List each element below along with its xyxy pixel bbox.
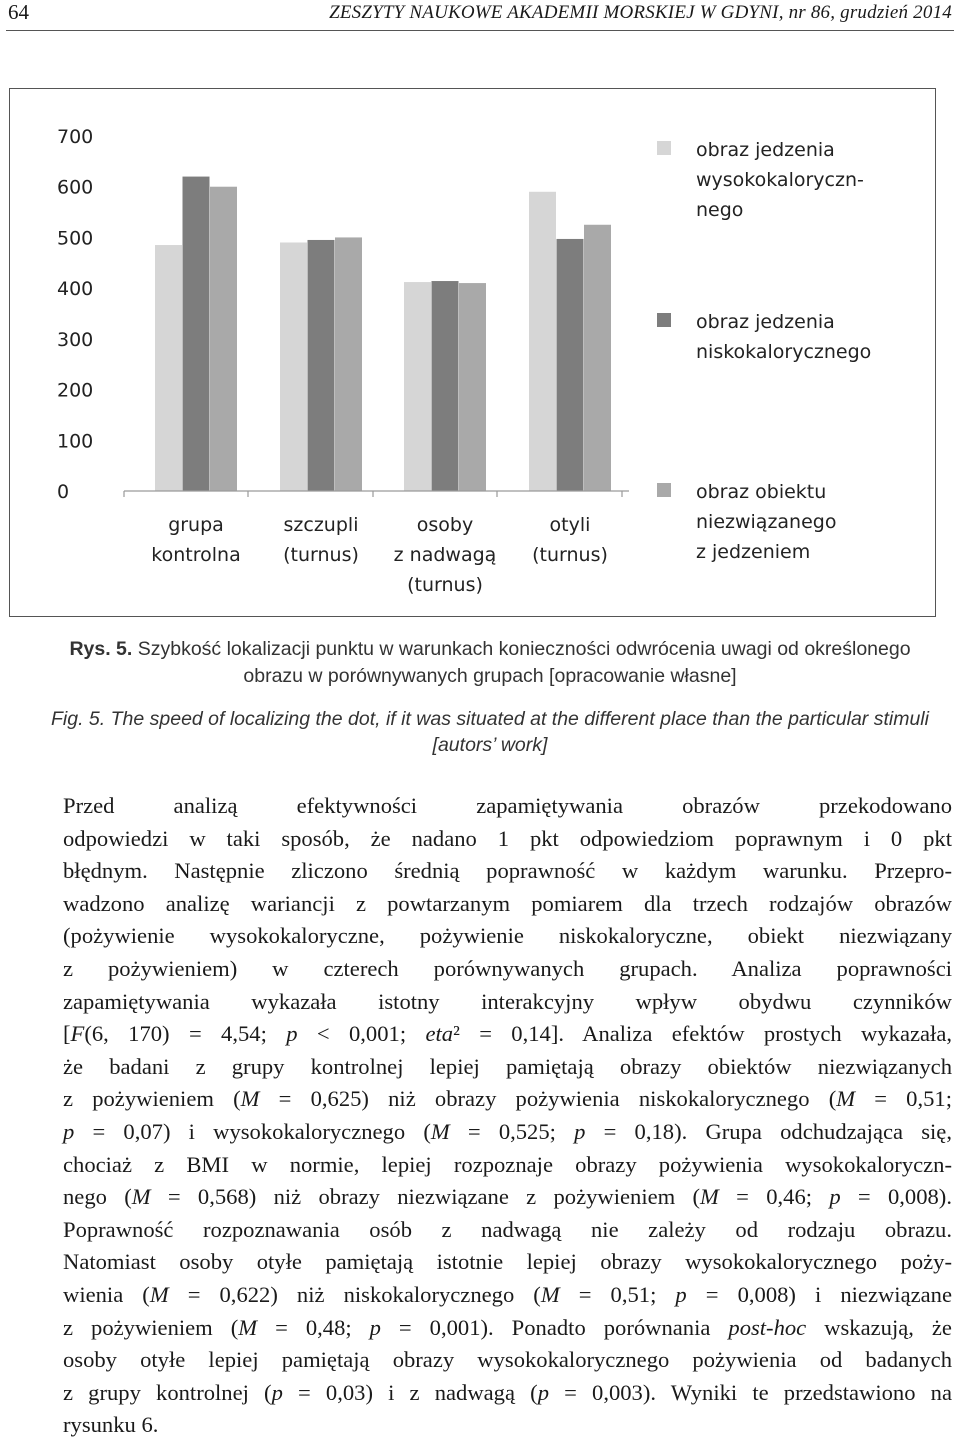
x-tick-label: (turnus): [407, 574, 483, 596]
text-line: Przed analizą efektywności zapamiętywania obrazów przekodowano: [63, 793, 952, 818]
y-tick-label: 300: [57, 328, 94, 351]
bar: [210, 187, 237, 491]
text-line: wienia (M = 0,622) niż niskokalorycznego (M = 0,51; p = 0,008) i niezwiązane: [63, 1281, 952, 1307]
text-line: osoby otyłe lepiej pamiętają obrazy wysokokalorycznego pożywienia od badanych: [63, 1347, 952, 1373]
legend-label: obraz jedzenia: [696, 311, 835, 333]
text-line: z pożywieniem) w czterech porównywanych grupach. Analiza poprawności: [63, 955, 952, 981]
text-line: Natomiast osoby otyłe pamiętają istotnie lepiej obrazy wysokokalorycznego poży-: [63, 1249, 952, 1275]
text-line: odpowiedzi w taki sposób, że nadano 1 pkt odpowiedziom poprawnym i 0 pkt: [63, 825, 952, 851]
text-line: zapamiętywania wykazała istotny interakcyjny wpływ obydwu czynników: [63, 988, 952, 1014]
body-text: [8, 790, 952, 1442]
page-header: [8, 0, 952, 26]
body-paragraph: [8, 790, 952, 1442]
figure-caption-pl: [40, 636, 940, 690]
x-tick-label: (turnus): [283, 544, 359, 566]
text-line: Poprawność rozpoznawania osób z nadwagą nie zależy od rodzaju obrazu.: [63, 1216, 952, 1242]
bar: [155, 245, 182, 491]
bar: [404, 282, 431, 491]
caption-text-pl: Szybkość lokalizacji punktu w warunkach konieczności odwrócenia uwagi od określonego obrazu w porównywanych grupach [opracowanie własne]: [132, 638, 911, 687]
page-number: 64: [8, 0, 29, 24]
bar: [183, 177, 210, 491]
text-line: p = 0,07) i wysokokalorycznego (M = 0,525; p = 0,18). Grupa odchudzająca się,: [63, 1118, 952, 1144]
legend-label: obraz jedzenia: [696, 139, 835, 161]
x-tick-label: grupa: [168, 514, 224, 536]
legend-swatch: [657, 313, 671, 327]
text-line: błędnym. Następnie zliczono średnią poprawność w każdym warunku. Przepro-: [63, 858, 952, 884]
y-tick-label: 500: [57, 227, 94, 250]
legend-label: wysokokaloryczn-: [696, 169, 864, 191]
text-line: z pożywieniem (M = 0,48; p = 0,001). Ponadto porównania post-hoc wskazują, że: [63, 1314, 952, 1340]
bar: [280, 243, 307, 492]
y-tick-label: 600: [57, 176, 94, 199]
y-tick-label: 400: [57, 278, 94, 301]
legend-swatch: [657, 141, 671, 155]
y-tick-label: 700: [57, 126, 94, 148]
x-tick-label: otyli: [549, 514, 591, 536]
text-line: chociaż z BMI w normie, lepiej rozpoznaje obrazy pożywienia wysokokaloryczn-: [63, 1151, 952, 1177]
x-tick-label: (turnus): [532, 544, 608, 566]
text-line: (pożywienie wysokokaloryczne, pożywienie niskokaloryczne, obiekt niezwiązany: [63, 923, 952, 949]
caption-label-en: Fig. 5.: [51, 708, 106, 730]
text-line: że badani z grupy kontrolnej lepiej pamiętają obrazy obiektów niezwiązanych: [63, 1053, 952, 1079]
figure-frame: [9, 88, 936, 617]
bar: [529, 192, 556, 491]
text-line: nego (M = 0,568) niż obrazy niezwiązane z pożywieniem (M = 0,46; p = 0,008).: [63, 1184, 952, 1210]
caption-text-en: The speed of localizing the dot, if it was situated at the different place than the particular stimuli [autors’ work]: [105, 708, 929, 756]
y-tick-label: 200: [57, 379, 94, 402]
figure-caption-en: [40, 706, 940, 758]
text-line: rysunku 6.: [63, 1412, 159, 1438]
caption-label-pl: Rys. 5.: [69, 638, 133, 660]
text-line: wadzono analizę wariancji z powtarzanym pomiarem dla trzech rodzajów obrazów: [63, 890, 952, 916]
bar: [557, 239, 584, 491]
x-tick-label: osoby: [416, 514, 474, 536]
legend-swatch: [657, 483, 671, 497]
legend-label: obraz obiektu: [696, 481, 827, 503]
x-tick-label: szczupli: [283, 514, 359, 536]
bar: [335, 237, 362, 491]
bar-chart: [10, 89, 934, 615]
text-line: [F(6, 170) = 4,54; p < 0,001; eta² = 0,14]. Analiza efektów prostych wykazała,: [63, 1021, 952, 1047]
legend-label: niezwiązanego: [696, 511, 837, 533]
bar: [308, 240, 335, 491]
x-tick-label: z nadwagą: [393, 544, 497, 566]
header-divider: [6, 30, 954, 31]
x-tick-label: kontrolna: [151, 544, 241, 566]
y-tick-label: 0: [57, 481, 70, 503]
y-tick-label: 100: [57, 430, 94, 453]
bar: [459, 283, 486, 491]
bar: [432, 281, 459, 491]
legend-label: z jedzeniem: [696, 541, 811, 563]
text-line: z grupy kontrolnej (p = 0,03) i z nadwagą (p = 0,003). Wyniki te przedstawiono na: [63, 1379, 952, 1405]
journal-title: ZESZYTY NAUKOWE AKADEMII MORSKIEJ W GDYNI, nr 86, grudzień 2014: [329, 2, 952, 23]
legend-label: nego: [696, 199, 744, 221]
bar: [584, 225, 611, 491]
legend-label: niskokalorycznego: [696, 341, 872, 363]
text-line: z pożywieniem (M = 0,625) niż obrazy pożywienia niskokalorycznego (M = 0,51;: [63, 1086, 952, 1112]
